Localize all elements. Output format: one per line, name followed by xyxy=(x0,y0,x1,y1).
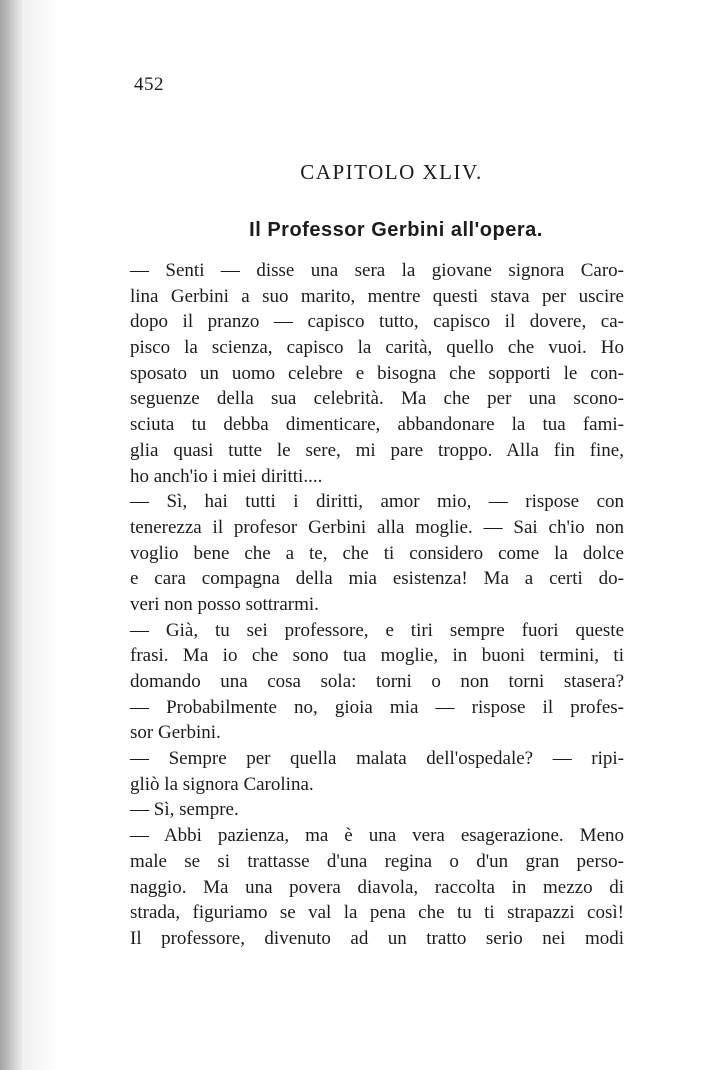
text-line: frasi. Ma io che sono tua moglie, in buoni termini, ti xyxy=(130,645,624,667)
text-line: sciuta tu debba dimenticare, abbandonare la tua fami- xyxy=(130,414,624,436)
chapter-title: CAPITOLO XLIV. xyxy=(300,160,483,184)
text-line: tenerezza il profesor Gerbini alla moglie. — Sai ch'io non xyxy=(130,516,624,538)
text-line: naggio. Ma una povera diavola, raccolta in mezzo di xyxy=(130,876,624,898)
text-line: — Sì, hai tutti i diritti, amor mio, — rispose con xyxy=(130,491,624,513)
text-line: — Sempre per quella malata dell'ospedale? — ripi- xyxy=(130,748,624,770)
text-line: pisco la scienza, capisco la carità, quello che vuoi. Ho xyxy=(130,337,624,359)
text-line: dopo il pranzo — capisco tutto, capisco il dovere, ca- xyxy=(130,311,624,333)
text-line: — Senti — disse una sera la giovane signora Caro- xyxy=(130,260,624,281)
text-line: — Già, tu sei professore, e tiri sempre fuori queste xyxy=(130,619,624,641)
body-text xyxy=(130,258,624,952)
text-line: e cara compagna della mia esistenza! Ma a certi do- xyxy=(130,568,624,590)
text-line: glia quasi tutte le sere, mi pare troppo. Alla fin fine, xyxy=(130,439,624,461)
text-line: gliò la signora Carolina. xyxy=(130,773,314,795)
text-line: — Probabilmente no, gioia mia — rispose il profes- xyxy=(130,696,624,718)
chapter-subtitle: Il Professor Gerbini all'opera. xyxy=(249,219,543,241)
page-number: 452 xyxy=(134,74,164,95)
text-line: sposato un uomo celebre e bisogna che sopporti le con- xyxy=(130,362,624,384)
text-line: — Abbi pazienza, ma è una vera esagerazione. Meno xyxy=(130,825,624,847)
text-line: — Sì, sempre. xyxy=(130,799,239,821)
text-line: voglio bene che a te, che ti considero come la dolce xyxy=(130,542,624,564)
text-line: veri non posso sottrarmi. xyxy=(130,593,319,615)
text-line: domando una cosa sola: torni o non torni stasera? xyxy=(130,671,624,692)
text-line: sor Gerbini. xyxy=(130,722,221,744)
text-line: seguenze della sua celebrità. Ma che per una scono- xyxy=(130,388,624,410)
text-line: ho anch'io i miei diritti.... xyxy=(130,465,323,487)
text-line: lina Gerbini a suo marito, mentre questi stava per uscire xyxy=(130,285,624,307)
text-line: strada, figuriamo se val la pena che tu ti strapazzi così! xyxy=(130,902,624,924)
text-line: Il professore, divenuto ad un tratto serio nei modi xyxy=(130,927,624,949)
text-line: male se si trattasse d'una regina o d'un gran perso- xyxy=(130,850,624,872)
